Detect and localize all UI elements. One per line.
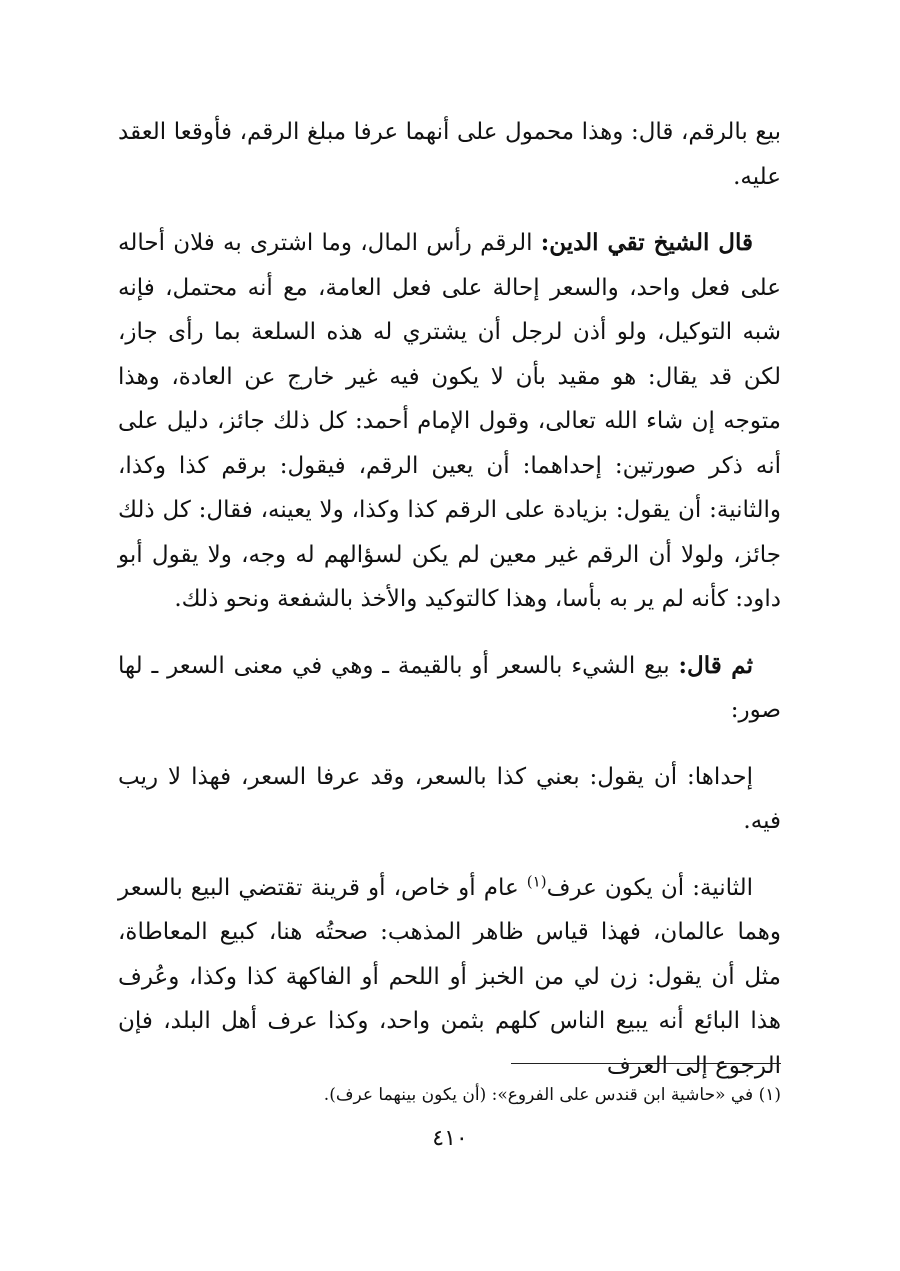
paragraph-2-text: الرقم رأس المال، وما اشترى به فلان أحاله على فعل واحد، والسعر إحالة على فعل العامة، مع أنه محتمل، فإنه شبه التوكيل، ولو أذن لرجل أن يشتري له هذه السلعة بما رأى جاز، لكن قد يقال: هو مقيد بأن لا يكون فيه غير خارج عن العادة، وهذا متوجه إن شاء الله تعالى، وقول الإمام أحمد: كل ذلك جائز، دليل على أنه ذكر صورتين: إحداهما: أن يعين الرقم، فيقول: برقم كذا وكذا، والثانية: أن يقول: بزيادة على الرقم كذا وكذا، ولا يعينه، فقال: كل ذلك جائز، ولولا أن الرقم غير معين لم يكن لسؤالهم له وجه، ولا يقول أبو داود: كأنه لم ير به بأسا، وهذا كالتوكيد والأخذ بالشفعة ونحو ذلك.: [118, 230, 781, 612]
paragraph-3: [118, 644, 781, 733]
paragraph-4: [118, 755, 781, 844]
page-number: ٤١٠: [432, 1126, 468, 1151]
paragraph-1-text: بيع بالرقم، قال: وهذا محمول على أنهما عرفا مبلغ الرقم، فأوقعا العقد عليه.: [118, 119, 781, 190]
paragraph-5: [118, 866, 781, 1089]
paragraph-3-lead: ثم قال:: [678, 651, 753, 679]
main-text: [118, 110, 781, 1110]
footnote-marker[interactable]: (١): [526, 871, 547, 890]
paragraph-5-text-after: عام أو خاص، أو قرينة تقتضي البيع بالسعر وهما عالمان، فهذا قياس ظاهر المذهب: صحتُه هنا، كبيع المعاطاة، مثل أن يقول: زن لي من الخبز أو اللحم أو الفاكهة كذا وكذا، وعُرف هذا البائع أنه يبيع الناس كلهم بثمن واحد، وكذا عرف أهل البلد، فإن الرجوع إلى العرف: [118, 874, 781, 1079]
footnote: [118, 1080, 781, 1110]
footnote-divider: [511, 1063, 781, 1064]
footnote-text: (١) في «حاشية ابن قندس على الفروع»: (أن يكون بينهما عرف).: [323, 1085, 781, 1105]
paragraph-1: [118, 110, 781, 199]
paragraph-2-lead: قال الشيخ تقي الدين:: [540, 229, 753, 256]
paragraph-2: [118, 221, 781, 622]
paragraph-3-text: بيع الشيء بالسعر أو بالقيمة ـ وهي في معنى السعر ـ لها صور:: [118, 652, 781, 723]
paragraph-4-text: إحداها: أن يقول: بعني كذا بالسعر، وقد عرفا السعر، فهذا لا ريب فيه.: [118, 763, 781, 834]
paragraph-5-text-before: الثانية: أن يكون عرف: [546, 874, 753, 901]
